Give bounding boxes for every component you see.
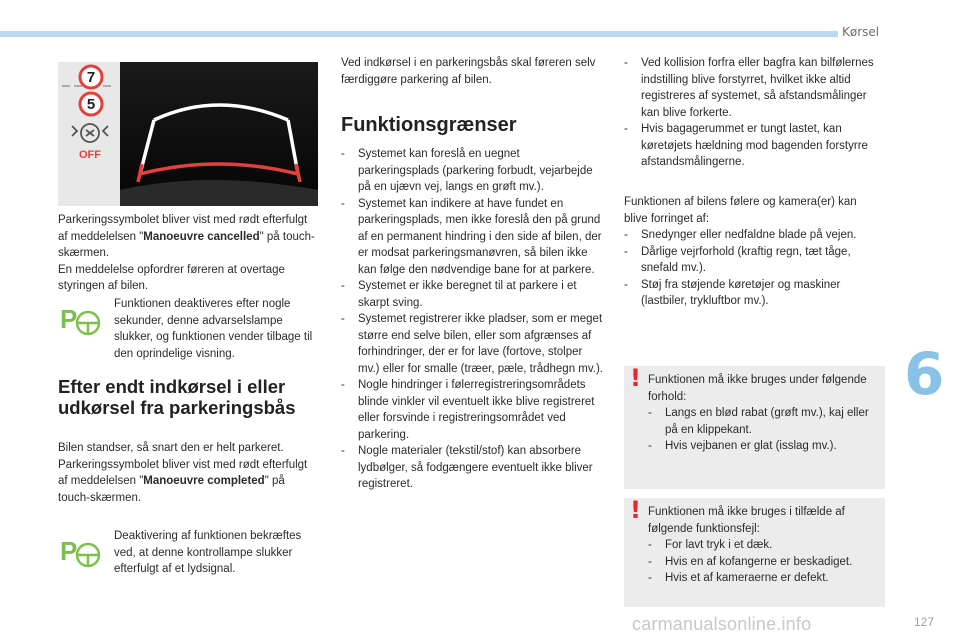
off-label: OFF	[79, 149, 101, 161]
section-title: Kørsel	[842, 25, 880, 39]
list-item: - Langs en blød rabat (grøft mv.), kaj eller på en klippekant.	[648, 405, 880, 438]
list-item: - Hvis vejbanen er glat (isslag mv.).	[648, 438, 880, 455]
warning-icon: !	[630, 364, 641, 392]
page-number: 127	[914, 615, 935, 629]
note-confirm: Deaktivering af funktionen bekræftes ved, at denne kontrollampe slukker efterfulgt af et lydsignal.	[114, 530, 302, 575]
warning-intro: Funktionen må ikke bruges i tilfælde af følgende funktionsfejl:	[648, 506, 845, 535]
svg-text:P: P	[60, 536, 78, 566]
list-item: - Ved kollision forfra eller bagfra kan bilfølernes indstilling blive forstyrret, hvilket ikke altid registreres af systemet, så afstandsmålinger kan blive forkerte.	[624, 55, 882, 121]
parking-indicator-icon-2	[58, 536, 102, 570]
parking-indicator-icon	[58, 304, 102, 338]
list-item: - Hvis et af kameraerne er defekt.	[648, 570, 880, 587]
right-list-1	[624, 55, 882, 171]
list-item: - Nogle materialer (tekstil/stof) kan absorbere lydbølger, så fodgængere eventuelt ikke bliver registreret.	[341, 443, 603, 493]
message-completed: Manoeuvre completed	[143, 475, 265, 487]
warning-intro: Funktionen må ikke bruges under følgende forhold:	[648, 374, 867, 403]
left-paragraph-1: Parkeringssymbolet bliver vist med rødt efterfulgt af meddelelsen "Manoeuvre cancelled" på touch-skærmen. En meddelelse opfordrer føreren at overtage styringen af bilen.	[58, 214, 315, 292]
badge-top-label: 7	[86, 69, 96, 86]
list-item: - Systemet kan indikere at have fundet en parkeringsplads, men ikke foreslå den på grund af en permanent hindring i den side af bilen, der er modsat parkeringsmanøvren, så bilen ikke kan følge den nødvendige bane for at parkere.	[341, 196, 603, 279]
header-bar	[0, 31, 838, 37]
svg-text:P: P	[60, 304, 78, 334]
heading-after-parking: Efter endt indkørsel i eller udkørsel fra parkeringsbås	[58, 376, 296, 418]
limits-list	[341, 146, 603, 493]
message-cancelled: Manoeuvre cancelled	[143, 230, 260, 243]
note-deactivation: Funktionen deaktiveres efter nogle sekunder, denne advarselslampe slukker, og funktionen vender tilbage til den oprindelige visning.	[114, 298, 313, 360]
list-item: - Støj fra støjende køretøjer og maskiner (lastbiler, trykluftbor mv.).	[624, 277, 882, 310]
list-item: - Systemet er ikke beregnet til at parkere i et skarpt sving.	[341, 278, 603, 311]
warning-box-faults	[624, 498, 885, 607]
list-item: - For lavt tryk i et dæk.	[648, 537, 880, 554]
list-item: - Dårlige vejrforhold (kraftig regn, tæt tåge, snefald mv.).	[624, 244, 882, 277]
heading-limits: Funktionsgrænser	[341, 114, 517, 136]
list-item: - Systemet registrerer ikke pladser, som er meget større end selve bilen, eller som afgrænses af forhindringer, der er for lave (fortove, stolper mv.) eller for smalle (træer, pæle, trådhegn mv.).	[341, 311, 603, 377]
left-paragraph-2: Bilen standser, så snart den er helt parkeret. Parkeringssymbolet bliver vist med rødt efterfulgt af meddelelsen "Manoeuvre completed" på touch-skærmen.	[58, 442, 308, 504]
chapter-number: 6	[904, 340, 945, 408]
watermark: carmanualsonline.info	[632, 614, 812, 634]
list-item: - Systemet kan foreslå en uegnet parkeringsplads (parkering forbudt, vejarbejde på en ujævn vej, langs en grøft mv.).	[341, 146, 603, 196]
right-intro-2: Funktionen af bilens følere og kamera(er) kan blive forringet af: - Snedynger eller nedfaldne blade på vejen. - Dårlige vejrforhold (kraftig regn, tæt tåge, snefald mv.). - Støj fra støjende køretøjer og maskiner (lastbiler, trykluftbor mv.).	[624, 194, 882, 310]
list-item: - Hvis en af kofangerne er beskadiget.	[648, 554, 880, 571]
badge-mid-label: 5	[86, 96, 96, 113]
warning-icon: !	[630, 496, 641, 524]
warning-box-conditions	[624, 366, 885, 489]
list-item: - Snedynger eller nedfaldne blade på vejen.	[624, 227, 882, 244]
middle-intro: Ved indkørsel i en parkeringsbås skal føreren selv færdiggøre parkering af bilen.	[341, 57, 596, 86]
list-item: - Hvis bagagerummet er tungt lastet, kan køretøjets hældning mod bagenden forstyrre afstandsmålingerne.	[624, 121, 882, 171]
badge-5-icon	[80, 93, 102, 115]
badge-7-icon	[80, 66, 102, 88]
list-item: - Nogle hindringer i følerregistreringsområdets blinde vinkler vil eventuelt ikke blive registreret eller forsvinde i registreringsområdet ved parkering.	[341, 377, 603, 443]
parking-screen-illustration	[58, 62, 318, 206]
